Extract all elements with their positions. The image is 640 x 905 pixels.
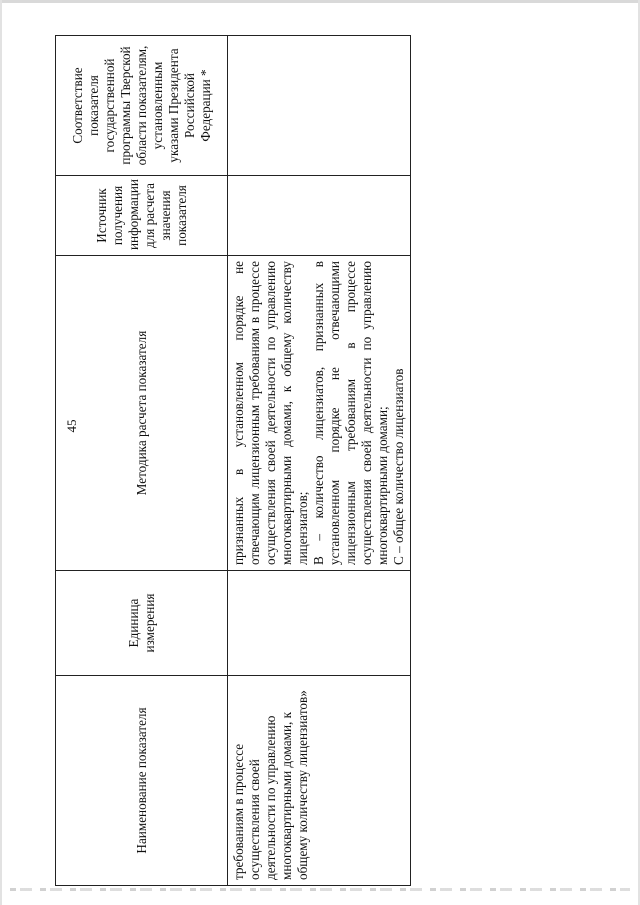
- scan-edge-top: [0, 0, 640, 3]
- method-paragraph-1: признанных в установленном порядке не отвечающим лицензионным требованиям в процессе осуществления своей деятельности по управлению многоквартирными домами, к общему количеству лицензиатов;: [231, 261, 310, 565]
- table-row: [228, 36, 411, 886]
- cell-calculation-method: [228, 256, 411, 571]
- indicator-table: [55, 35, 411, 886]
- cell-data-source: [228, 176, 411, 256]
- scan-bottom-noise: [10, 888, 630, 891]
- rotated-table-container: [55, 36, 406, 886]
- header-unit: Единица измерения: [56, 571, 228, 676]
- cell-indicator-name: требованиям в процессе осуществления своей деятельности по управлению многоквартирными домами, к общему количеству лицензиатов»: [228, 676, 411, 886]
- scan-edge-left: [0, 0, 2, 905]
- header-data-source: Источник получения информации для расчета значения показателя: [56, 176, 228, 256]
- cell-compliance: [228, 36, 411, 176]
- header-compliance: Соответствие показателя государственной программы Тверской области показателям, установленным указами Президента Российской Федерации *: [56, 36, 228, 176]
- table-header-row: [56, 36, 228, 886]
- header-calculation-method: Методика расчета показателя: [56, 256, 228, 571]
- cell-unit: [228, 571, 411, 676]
- method-paragraph-3: С – общее количество лицензиатов: [391, 368, 406, 565]
- header-indicator-name: Наименование показателя: [56, 676, 228, 886]
- page-number: 45: [64, 419, 79, 433]
- method-paragraph-2: В – количество лицензиатов, признанных в установленном порядке не отвечающими лицензионным требованиям в процессе осуществления своей деятельности по управлению многоквартирными домами;: [311, 261, 390, 565]
